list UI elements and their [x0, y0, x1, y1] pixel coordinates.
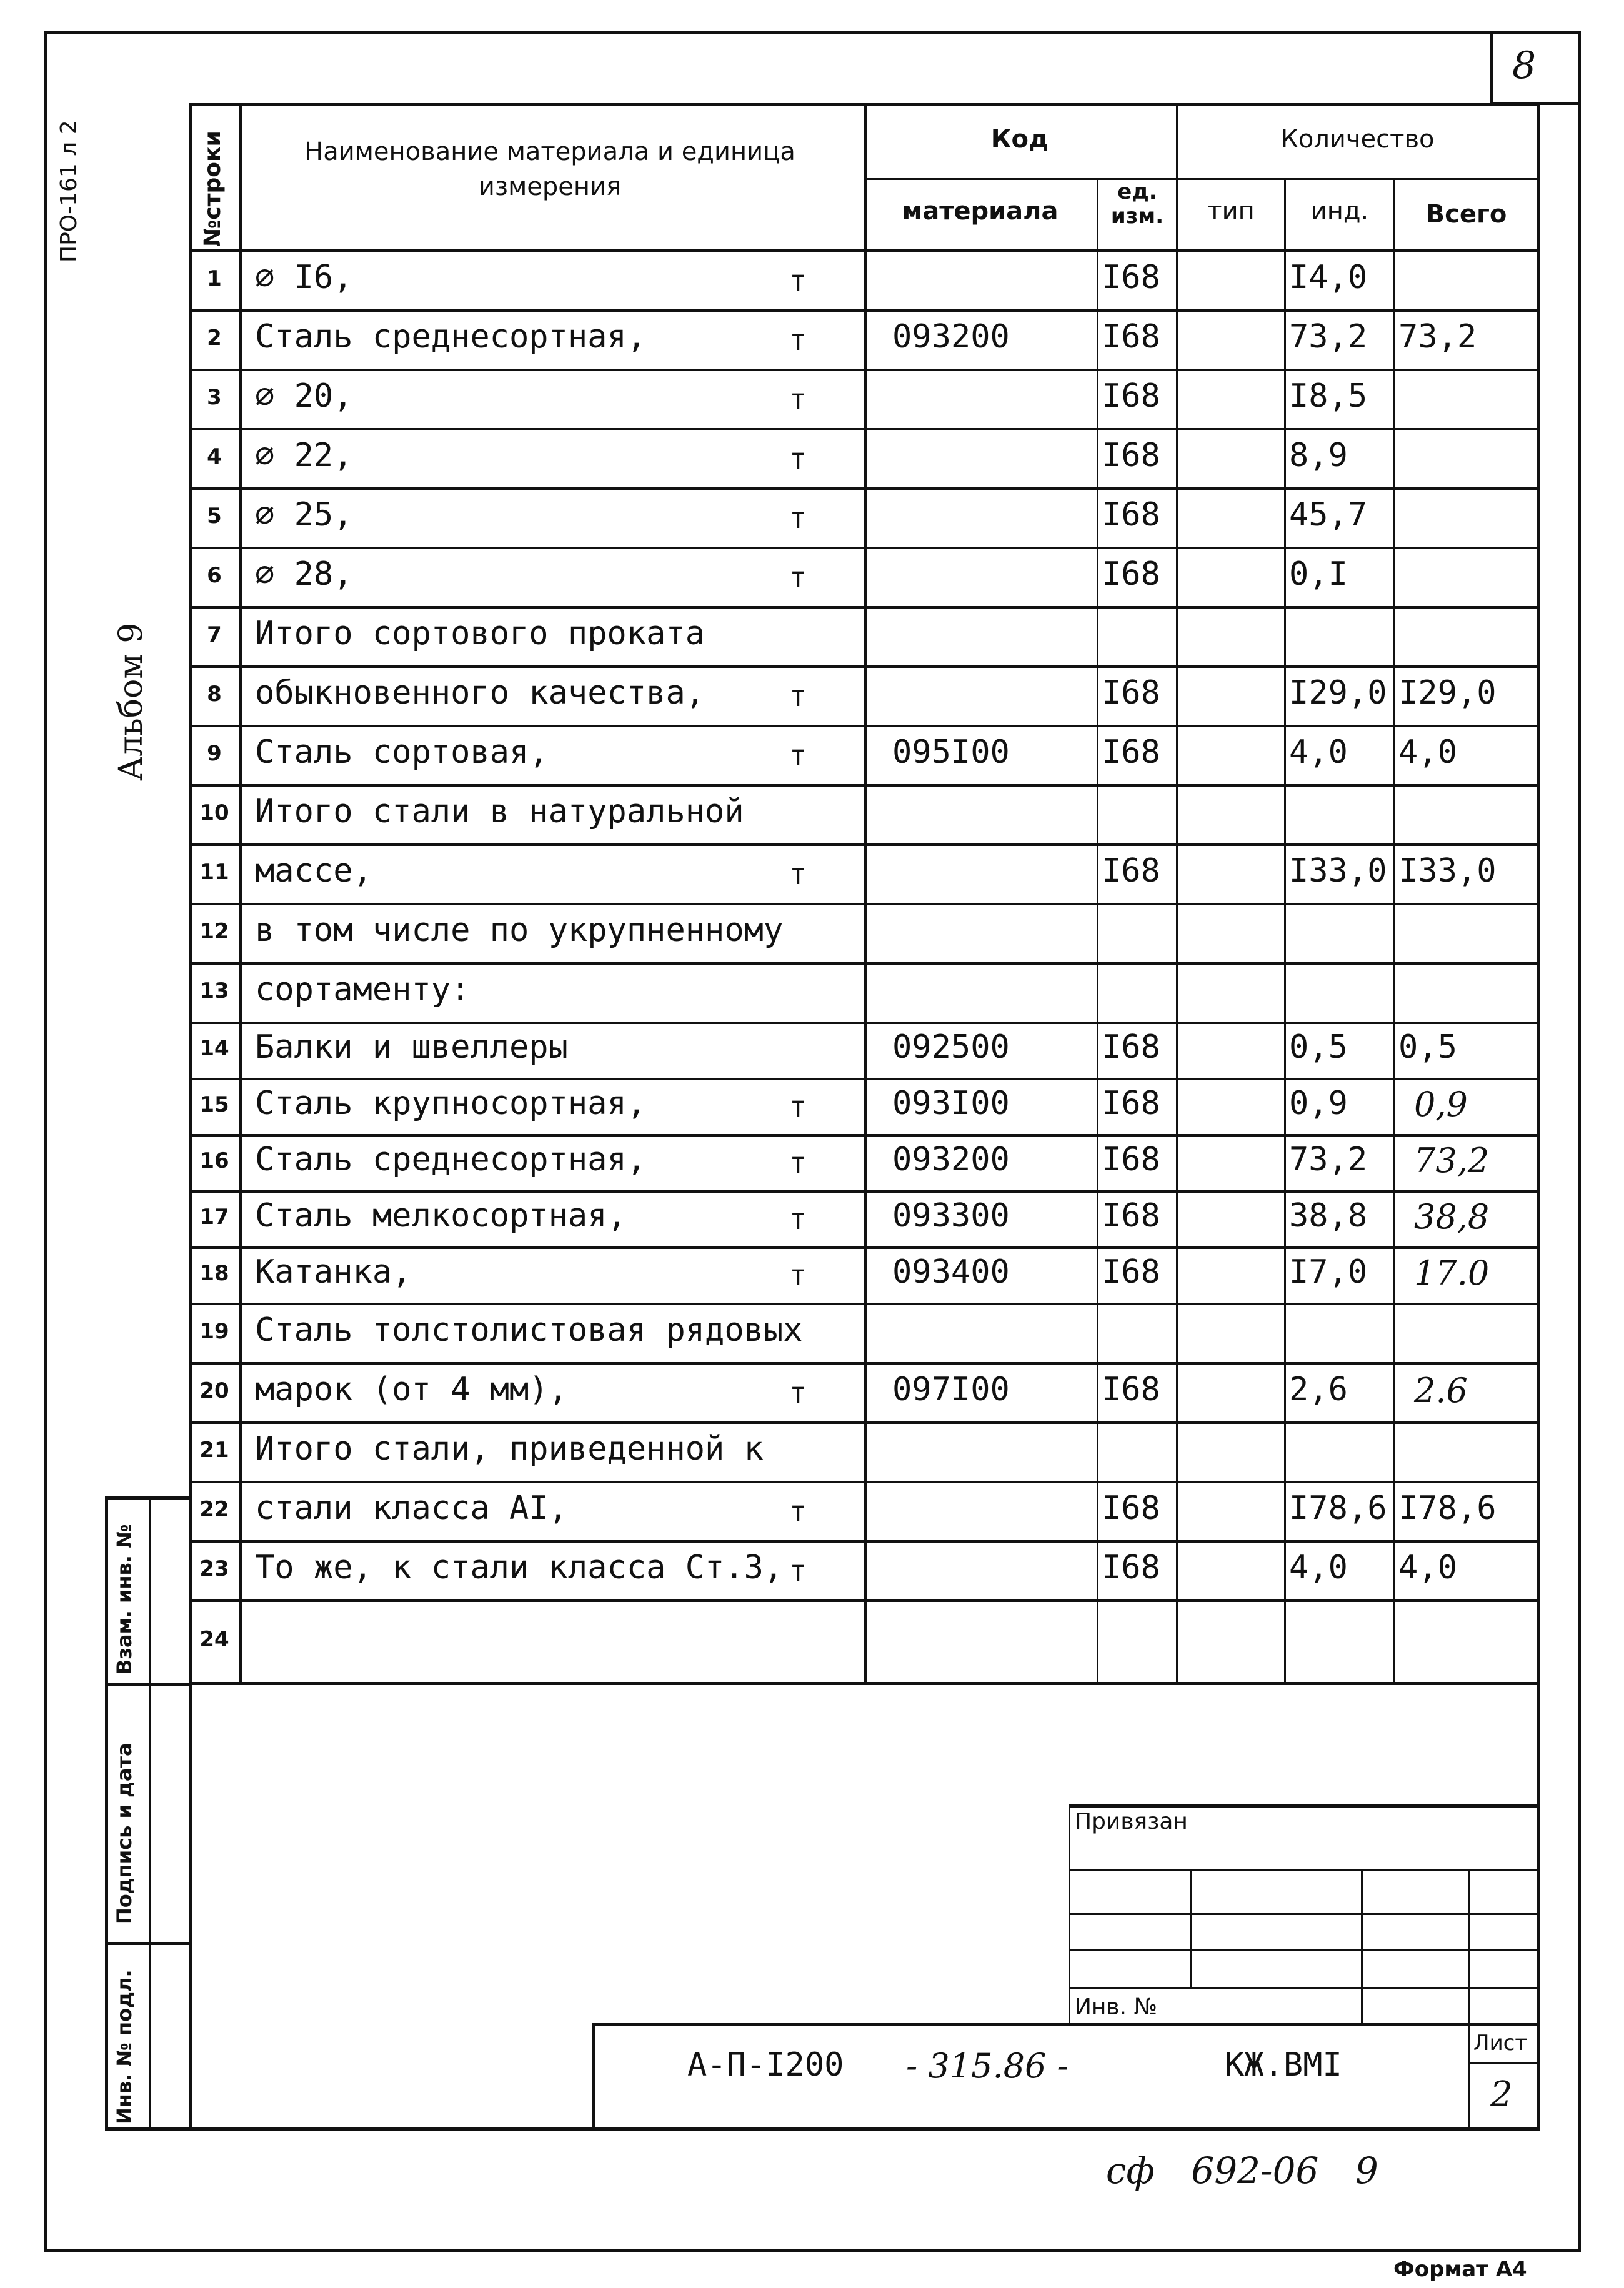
unit-label: т — [789, 679, 807, 713]
tb-v2 — [1361, 1869, 1363, 2024]
page-number: 8 — [1512, 44, 1537, 87]
table-row — [189, 1421, 1540, 1481]
material-name: марок (от 4 мм), — [255, 1371, 568, 1408]
tb-main-top — [592, 2023, 1540, 2026]
row-number: 18 — [199, 1261, 229, 1286]
material-name: Балки и швеллеры — [255, 1028, 568, 1066]
stamp-vzam: Взам. инв. № — [112, 1524, 136, 1674]
row-separator — [189, 843, 1540, 846]
unit-code: I68 — [1102, 1253, 1160, 1291]
material-name: Итого стали, приведенной к — [255, 1430, 764, 1468]
qty-ind: 0,I — [1289, 555, 1348, 593]
table-row — [189, 606, 1540, 665]
qty-total: 17.0 — [1414, 1253, 1490, 1293]
row-separator — [189, 962, 1540, 965]
qty-ind: 73,2 — [1289, 1141, 1368, 1178]
unit-code: I68 — [1102, 1197, 1160, 1235]
row-number: 2 — [207, 326, 222, 351]
unit-code: I68 — [1102, 259, 1160, 296]
row-separator — [189, 487, 1540, 490]
material-name: обыкновенного качества, — [255, 674, 705, 712]
unit-code: I68 — [1102, 674, 1160, 712]
unit-code: I68 — [1102, 437, 1160, 474]
table-row — [189, 1362, 1540, 1421]
row-number: 23 — [199, 1556, 229, 1581]
row-number: 4 — [207, 444, 222, 469]
album-label: Альбом 9 — [112, 622, 150, 781]
row-separator — [189, 1421, 1540, 1424]
qty-total: 0,5 — [1398, 1028, 1457, 1066]
qty-total: I33,0 — [1398, 852, 1497, 890]
table-row — [189, 487, 1540, 547]
table-row — [189, 1599, 1540, 1682]
unit-code: I68 — [1102, 1028, 1160, 1066]
qty-ind: I78,6 — [1289, 1490, 1387, 1527]
unit-label: т — [789, 442, 807, 475]
row-number: 5 — [207, 504, 222, 529]
unit-label: т — [789, 739, 807, 772]
outer-frame-bottom — [44, 2249, 1581, 2252]
tb-sheet-left — [1468, 2023, 1470, 2131]
tb-left — [1069, 1804, 1070, 2026]
table-row — [189, 784, 1540, 843]
table-row — [189, 1078, 1540, 1134]
material-name: Сталь мелкосортная, — [255, 1197, 627, 1235]
unit-label: т — [789, 1202, 807, 1236]
table-bottom-line — [189, 1682, 1540, 1685]
row-number: 7 — [207, 622, 222, 647]
unit-code: I68 — [1102, 1490, 1160, 1527]
qty-total: I78,6 — [1398, 1490, 1497, 1527]
row-separator — [189, 1599, 1540, 1602]
material-name: Сталь крупносортная, — [255, 1085, 647, 1122]
material-code: 093I00 — [892, 1085, 1010, 1122]
table-row — [189, 1540, 1540, 1599]
unit-label: т — [789, 1146, 807, 1180]
outer-frame-left — [44, 31, 47, 2252]
material-name: Итого сортового проката — [255, 615, 705, 652]
row-number: 8 — [207, 682, 222, 707]
row-separator — [189, 1134, 1540, 1137]
tb-doc-number: - 315.86 - — [906, 2046, 1069, 2086]
qty-total: 0,9 — [1414, 1085, 1468, 1124]
header-qty-ind: инд. — [1310, 197, 1369, 226]
row-separator — [189, 1022, 1540, 1024]
qty-ind: I4,0 — [1289, 259, 1368, 296]
header-name: Наименование материала и единица измерения — [304, 137, 795, 201]
outer-frame-top — [44, 31, 1581, 34]
page-bottom-line — [189, 2127, 1540, 2131]
unit-code: I68 — [1102, 496, 1160, 534]
qty-ind: 4,0 — [1289, 734, 1348, 771]
row-number: 21 — [199, 1438, 229, 1463]
table-row — [189, 1190, 1540, 1246]
stamp-inv-podl: Инв. № подл. — [112, 1969, 136, 2124]
unit-label: т — [789, 1495, 807, 1528]
table-row — [189, 665, 1540, 725]
qty-ind: I8,5 — [1289, 377, 1368, 415]
table-row — [189, 369, 1540, 428]
header-qty-tip: тип — [1207, 197, 1255, 226]
header-qty-total: Всего — [1425, 200, 1507, 229]
row-number: 10 — [199, 800, 229, 825]
row-separator — [189, 1190, 1540, 1193]
qty-ind: 2,6 — [1289, 1371, 1348, 1408]
unit-code: I68 — [1102, 1085, 1160, 1122]
row-separator — [189, 665, 1540, 668]
unit-code: I68 — [1102, 1371, 1160, 1408]
stamp-strip-left — [105, 1496, 108, 2131]
stamp-strip-mid — [149, 1496, 151, 2131]
stamp-podpis: Подпись и дата — [112, 1743, 136, 1924]
row-number: 11 — [199, 860, 229, 885]
header-mid-line — [864, 178, 1538, 180]
row-separator — [189, 547, 1540, 549]
table-row — [189, 1303, 1540, 1362]
qty-ind: 45,7 — [1289, 496, 1368, 534]
unit-label: т — [789, 1376, 807, 1410]
material-name: Сталь толстолистовая рядовых — [255, 1311, 803, 1349]
material-name: Итого стали в натуральной — [255, 793, 744, 830]
row-separator — [189, 428, 1540, 430]
row-separator — [189, 1540, 1540, 1543]
material-name: Сталь среднесортная, — [255, 318, 647, 356]
qty-ind: 73,2 — [1289, 318, 1368, 356]
row-number: 17 — [199, 1205, 229, 1230]
qty-ind: 0,5 — [1289, 1028, 1348, 1066]
unit-label: т — [789, 264, 807, 297]
side-code: ПРО-161 л 2 — [56, 120, 82, 262]
qty-total: 4,0 — [1398, 1549, 1457, 1586]
tb-main-left — [592, 2023, 595, 2131]
tb-inv-no: Инв. № — [1075, 1994, 1158, 2020]
material-name: То же, к стали класса Ст.3, — [255, 1549, 784, 1586]
material-code: 093200 — [892, 1141, 1010, 1178]
row-number: 24 — [199, 1627, 229, 1652]
tb-doc-mark: КЖ.ВМI — [1225, 2046, 1342, 2084]
material-name: Сталь сортовая, — [255, 734, 549, 771]
table-row — [189, 1022, 1540, 1078]
table-row — [189, 1246, 1540, 1303]
qty-total: I29,0 — [1398, 674, 1497, 712]
tb-sheet-value: 2 — [1490, 2074, 1513, 2115]
row-separator — [189, 1362, 1540, 1365]
unit-code: I68 — [1102, 734, 1160, 771]
material-code: 093200 — [892, 318, 1010, 356]
unit-label: т — [789, 1258, 807, 1292]
material-name: сортаменту: — [255, 971, 471, 1008]
qty-total: 73,2 — [1414, 1141, 1490, 1180]
material-name: ⌀ 22, — [255, 437, 353, 474]
row-separator — [189, 606, 1540, 609]
table-row — [189, 428, 1540, 487]
qty-total: 2.6 — [1414, 1371, 1468, 1410]
table-row — [189, 250, 1540, 309]
outer-frame-right — [1578, 31, 1581, 2252]
row-separator — [189, 784, 1540, 787]
material-name: Сталь среднесортная, — [255, 1141, 647, 1178]
header-code-material: материала — [902, 197, 1059, 226]
row-separator — [189, 369, 1540, 371]
unit-label: т — [789, 857, 807, 891]
tb-doc-code: А-П-I200 — [687, 2046, 844, 2084]
page-number-box-left — [1490, 31, 1493, 105]
tb-top — [1069, 1804, 1540, 1808]
header-code-group: Код — [990, 125, 1049, 154]
tb-v1 — [1190, 1869, 1192, 1987]
row-number: 14 — [199, 1036, 229, 1061]
tb-v3 — [1468, 1869, 1470, 2024]
table-row — [189, 843, 1540, 903]
row-number: 13 — [199, 978, 229, 1003]
row-separator — [189, 309, 1540, 312]
unit-code: I68 — [1102, 1549, 1160, 1586]
unit-label: т — [789, 323, 807, 357]
material-name: стали класса АI, — [255, 1490, 568, 1527]
material-code: 095I00 — [892, 734, 1010, 771]
qty-total: 73,2 — [1398, 318, 1477, 356]
row-separator — [189, 725, 1540, 727]
table-row — [189, 903, 1540, 962]
table-row — [189, 1134, 1540, 1190]
table-row — [189, 547, 1540, 606]
row-separator — [189, 1246, 1540, 1249]
row-separator — [189, 1481, 1540, 1483]
row-number: 20 — [199, 1378, 229, 1403]
table-row — [189, 1481, 1540, 1540]
unit-code: I68 — [1102, 318, 1160, 356]
material-name: ⌀ 20, — [255, 377, 353, 415]
unit-label: т — [789, 1090, 807, 1123]
tb-sheet-label: Лист — [1473, 2031, 1528, 2056]
row-number: 22 — [199, 1497, 229, 1522]
material-code: 097I00 — [892, 1371, 1010, 1408]
table-row — [189, 309, 1540, 369]
header-code-unit: ед. изм. — [1110, 179, 1164, 229]
unit-code: I68 — [1102, 377, 1160, 415]
tb-privyazan: Привязан — [1075, 1809, 1188, 1834]
row-number: 6 — [207, 563, 222, 588]
unit-code: I68 — [1102, 852, 1160, 890]
qty-ind: 38,8 — [1289, 1197, 1368, 1235]
qty-ind: 8,9 — [1289, 437, 1348, 474]
row-separator — [189, 1078, 1540, 1080]
unit-label: т — [789, 382, 807, 416]
row-separator — [189, 903, 1540, 905]
row-separator — [189, 1303, 1540, 1305]
row-number: 15 — [199, 1092, 229, 1117]
qty-ind: 4,0 — [1289, 1549, 1348, 1586]
row-number: 19 — [199, 1319, 229, 1344]
row-number: 1 — [207, 266, 222, 291]
material-name: массе, — [255, 852, 372, 890]
table-row — [189, 962, 1540, 1022]
material-code: 093400 — [892, 1253, 1010, 1291]
qty-total: 4,0 — [1398, 734, 1457, 771]
material-name: ⌀ 25, — [255, 496, 353, 534]
unit-code: I68 — [1102, 1141, 1160, 1178]
qty-total: 38,8 — [1414, 1197, 1490, 1236]
row-number: 3 — [207, 385, 222, 410]
qty-ind: 0,9 — [1289, 1085, 1348, 1122]
row-number: 12 — [199, 919, 229, 944]
row-number: 16 — [199, 1148, 229, 1173]
header-qty-group: Количество — [1280, 125, 1435, 154]
table-row — [189, 725, 1540, 784]
qty-ind: I7,0 — [1289, 1253, 1368, 1291]
qty-ind: I29,0 — [1289, 674, 1387, 712]
material-name: ⌀ I6, — [255, 259, 353, 296]
row-number: 9 — [207, 741, 222, 766]
unit-code: I68 — [1102, 555, 1160, 593]
material-name: ⌀ 28, — [255, 555, 353, 593]
material-name: Катанка, — [255, 1253, 412, 1291]
unit-label: т — [789, 560, 807, 594]
tb-sheet-mid — [1468, 2062, 1540, 2064]
header-row-no: №строки — [200, 131, 226, 247]
unit-label: т — [789, 501, 807, 535]
footer-handwritten: сф 692-06 9 — [1106, 2149, 1378, 2192]
material-code: 092500 — [892, 1028, 1010, 1066]
material-code: 093300 — [892, 1197, 1010, 1235]
footer-format: Формат А4 — [1393, 2257, 1527, 2282]
material-name: в том числе по укрупненному — [255, 912, 784, 949]
qty-ind: I33,0 — [1289, 852, 1387, 890]
unit-label: т — [789, 1554, 807, 1588]
